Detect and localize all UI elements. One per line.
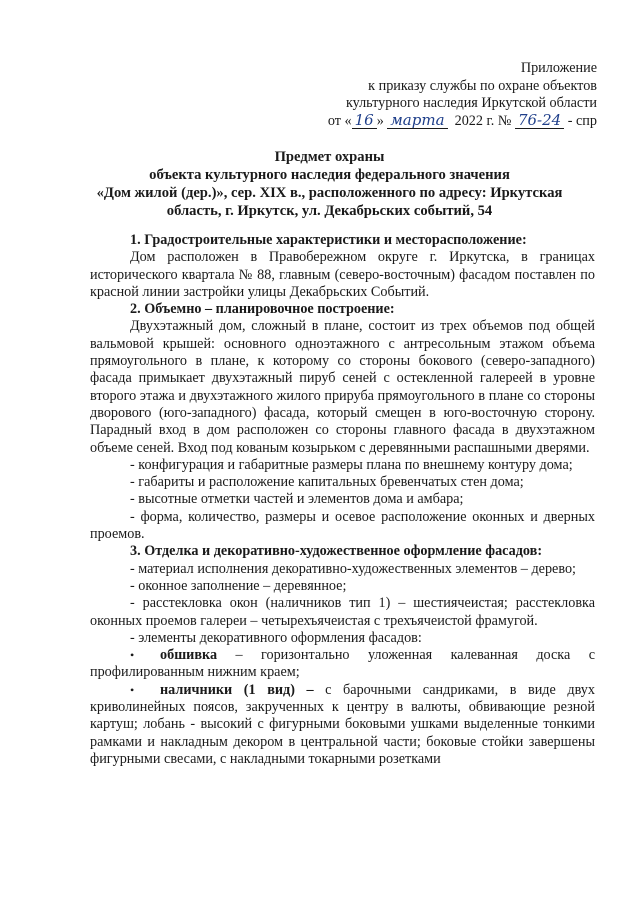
title-line-3: «Дом жилой (дер.)», сер. XIX в., расположенного по адресу: Иркутская [96,185,563,201]
bullet-1-text: – горизонтально уложенная калеванная доска с профилированным нижним краем; [90,647,595,681]
section-2-item-2: - габариты и расположение капитальных бревенчатых стен дома; [130,474,524,491]
bullet-2-term: наличники (1 вид) – [160,681,314,698]
section-2-heading: 2. Объемно – планировочное построение: [130,301,395,318]
order-date-prefix: от « [327,112,352,129]
section-3-item-1: - материал исполнения декоративно-художественных элементов – дерево; [130,560,576,577]
appendix-line-2: к приказу службы по охране объектов [368,77,597,94]
bullet-item-window-frames [90,682,595,768]
order-day-handwritten: 16 [352,113,377,129]
title-line-1: Предмет охраны [274,149,385,165]
bullet-1-term: обшивка [160,647,218,664]
bullet-item-cladding [90,647,595,682]
bullet-2-text: с барочными сандриками, в виде двух криволинейных поясов, закрученных к центру в валюты, обвивающие резной картуш; лобань - высокий с фигурными боковыми ушками выделенные тонкими рамками и накладным декором в центральной части; боковые стойки завершены фигурными свесами, с накладными токарными розетками [90,681,595,767]
order-year: 2022 г. № [454,112,512,129]
order-suffix: - спр [567,112,597,129]
section-2-item-1: - конфигурация и габаритные размеры плана по внешнему контуру дома; [130,456,573,473]
appendix-block [328,60,597,130]
title-line-4: область, г. Иркутск, ул. Декабрьских событий, 54 [166,203,493,219]
document-body [90,232,595,768]
section-2-text: Двухэтажный дом, сложный в плане, состоит из трех объемов под общей вальмовой крышей: основного одноэтажного с антресольным этажом объема прямоугольного в плане, к которому со стороны бокового (северо-западного) фасада примыкает двухэтажный пируб сеней с остекленной галереей в уровне второго этажа и двухэтажного жилого прируба прямоугольного в плане со стороны дворового (юго-западного) фасада, который смещен в юго-восточную сторону. Парадный вход в дом расположен со стороны главного фасада в двухэтажном объеме сеней. Вход под кованым козырьком с деревянными распашными дверями. [90,318,595,456]
bullet-icon: • [130,648,135,663]
section-2-item-3: - высотные отметки частей и элементов дома и амбара; [130,491,464,508]
document-title [60,148,599,220]
section-2-item-4: - форма, количество, размеры и осевое расположение оконных и дверных проемов. [90,508,595,543]
order-date-mid: » [376,112,384,129]
bullet-icon: • [130,682,135,697]
appendix-line-3: культурного наследия Иркутской области [345,95,597,111]
appendix-line-4 [327,110,597,131]
section-1-heading: 1. Градостроительные характеристики и месторасположение: [130,232,527,248]
section-3-item-2: - оконное заполнение – деревянное; [130,577,347,594]
section-3-heading: 3. Отделка и декоративно-художественное оформление фасадов: [130,543,543,560]
section-3-item-3: - расстекловка окон (наличников тип 1) – шестиячеистая; расстекловка оконных проемов галереи – четырехъячеистая с трехъячеистой фрамугой. [90,595,595,629]
order-month-handwritten: марта [387,113,447,129]
order-number-handwritten: 76-24 [515,113,564,129]
appendix-line-1: Приложение [520,60,597,76]
section-1-text: Дом расположен в Правобережном округе г. Иркутска, в границах исторического квартала № 88, главным (северо-восточным) фасадом поставлен по красной линии застройки улицы Декабрьских Событий. [90,249,595,300]
section-3-item-4: - элементы декоративного оформления фасадов: [130,629,422,646]
title-line-2: объекта культурного наследия федерального значения [149,167,510,183]
